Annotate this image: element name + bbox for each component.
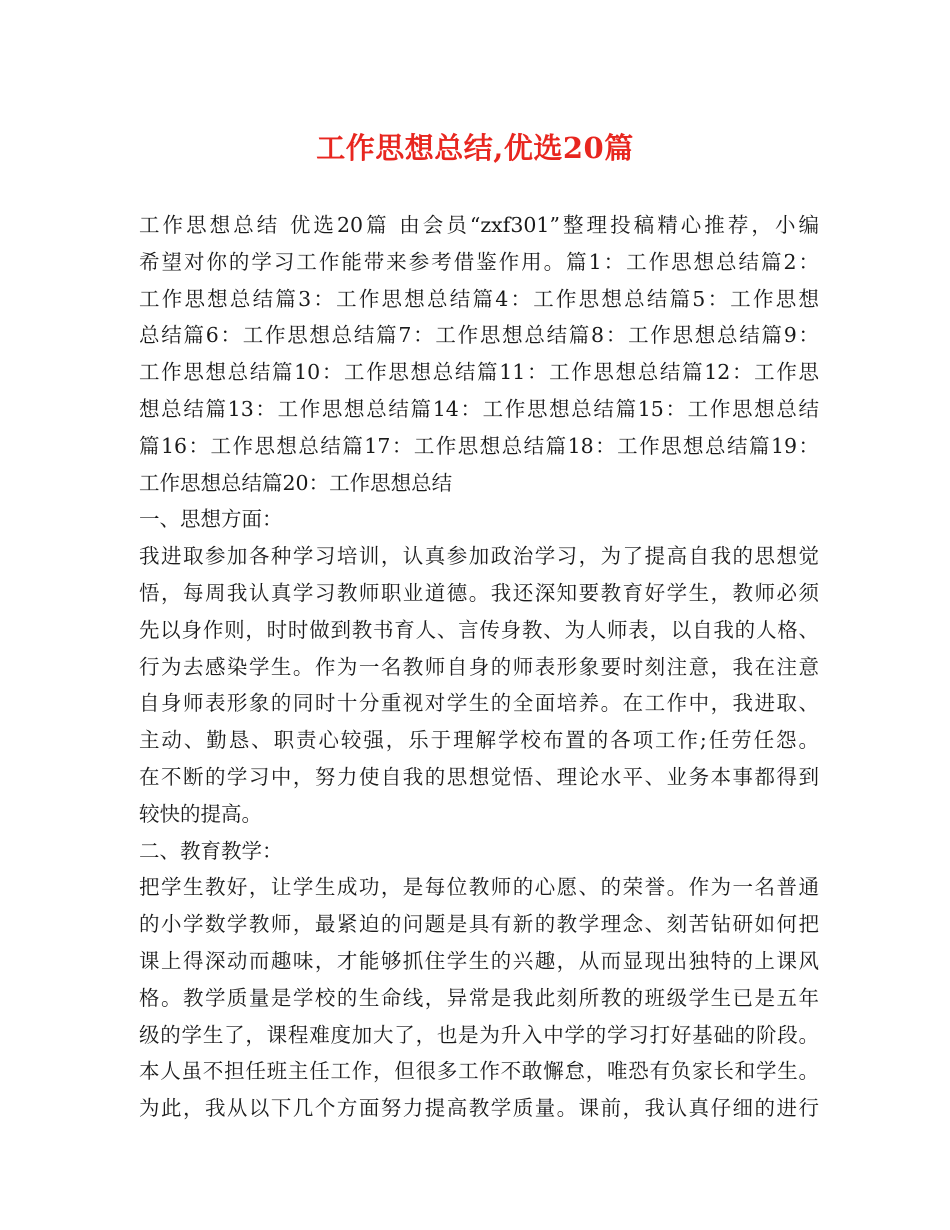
section-heading: 一、思想方面：: [139, 507, 283, 532]
body-line: 行为去感染学生。作为一名教师自身的师表形象要时刻注意，我在注意: [139, 654, 819, 679]
document-body: [139, 207, 819, 1127]
body-line: 本人虽不担任班主任工作，但很多工作不敢懈怠，唯恐有负家长和学生。: [139, 1059, 819, 1084]
body-line: 较快的提高。: [139, 801, 262, 826]
body-line: 希望对你的学习工作能带来参考借鉴作用。篇1：工作思想总结篇2：: [139, 249, 819, 274]
body-line: 工作思想总结 优选20篇 由会员“zxf301”整理投稿精心推荐，小编: [139, 213, 819, 237]
body-line: 把学生教好，让学生成功，是每位教师的心愿、的荣誉。作为一名普通: [139, 875, 819, 900]
body-line: 的小学数学教师，最紧迫的问题是具有新的教学理念、刻苦钻研如何把: [139, 912, 819, 937]
document-title: 工作思想总结,优选20篇: [316, 131, 634, 165]
body-line: 课上得深动而趣味，才能够抓住学生的兴趣，从而显现出独特的上课风: [139, 948, 819, 973]
body-line: 为此，我从以下几个方面努力提高教学质量。课前，我认真仔细的进行: [139, 1096, 819, 1121]
body-line: 篇16：工作思想总结篇17：工作思想总结篇18：工作思想总结篇19：: [139, 433, 819, 458]
body-line: 我进取参加各种学习培训，认真参加政治学习，为了提高自我的思想觉: [139, 544, 819, 569]
body-line: 自身师表形象的同时十分重视对学生的全面培养。在工作中，我进取、: [139, 691, 819, 716]
body-line: 格。教学质量是学校的生命线，异常是我此刻所教的班级学生已是五年: [139, 985, 819, 1010]
body-line: 想总结篇13：工作思想总结篇14：工作思想总结篇15：工作思想总结: [139, 396, 819, 421]
body-line: 悟，每周我认真学习教师职业道德。我还深知要教育好学生，教师必须: [139, 580, 819, 605]
body-line: 总结篇6：工作思想总结篇7：工作思想总结篇8：工作思想总结篇9：: [139, 323, 819, 348]
body-line: 工作思想总结篇10：工作思想总结篇11：工作思想总结篇12：工作思: [139, 360, 819, 385]
body-line: 主动、勤恳、职责心较强，乐于理解学校布置的各项工作;任劳任怨。: [139, 728, 819, 753]
section-heading: 二、教育教学：: [139, 838, 283, 863]
body-line: 在不断的学习中，努力使自我的思想觉悟、理论水平、业务本事都得到: [139, 764, 819, 789]
body-line: 先以身作则，时时做到教书育人、言传身教、为人师表，以自我的人格、: [139, 617, 819, 642]
body-line: 工作思想总结篇20：工作思想总结: [139, 470, 453, 495]
body-line: 级的学生了，课程难度加大了，也是为升入中学的学习打好基础的阶段。: [139, 1022, 819, 1047]
body-line: 工作思想总结篇3：工作思想总结篇4：工作思想总结篇5：工作思想: [139, 286, 819, 311]
